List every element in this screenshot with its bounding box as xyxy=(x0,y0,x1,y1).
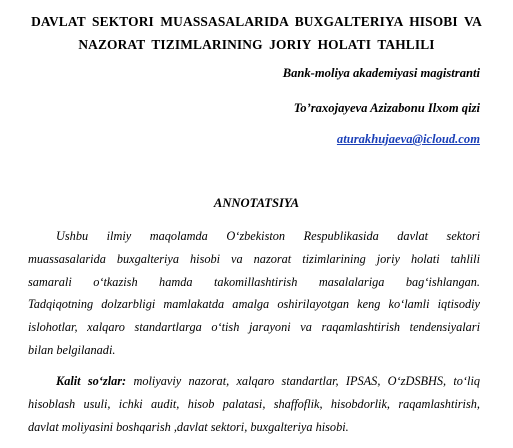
keywords-line-3: davlat moliyasini boshqarish ,davlat sektori, buxgalteriya hisobi. xyxy=(28,420,349,434)
abstract-line: Tadqiqotning dolzarbligi mamlakatda amalga oshirilayotgan keng ko‘lamli iqtisodiy xyxy=(28,297,480,311)
abstract-line: bilan belgilanadi. xyxy=(28,343,116,357)
keywords-line-1 xyxy=(56,374,480,389)
abstract-line: islohotlar, xalqaro standartlarga o‘tish jarayoni va raqamlashtirish tendensiyalari xyxy=(28,320,480,334)
keywords-line-2: hisoblash usuli, ichki audit, hisob palatasi, shaffoflik, hisobdorlik, raqamlashtirish, xyxy=(28,397,480,411)
author-email xyxy=(337,132,480,147)
email-link[interactable]: aturakhujaeva@icloud.com xyxy=(336,132,480,146)
abstract-line: samarali o‘tkazish hamda takomillashtirish masalalariga bag‘ishlangan. xyxy=(28,275,480,289)
keywords-text: moliyaviy nazorat, xalqaro standartlar, IPSAS, O‘zDSBHS, to‘liq xyxy=(133,374,481,388)
section-heading: ANNOTATSIYA xyxy=(213,196,300,210)
title-line-2: NAZORAT TIZIMLARINING JORIY HOLATI TAHLILI xyxy=(78,37,435,52)
abstract-line: muassasalarida buxgalteriya hisobi va nazorat tizimlarining joriy holati tahlili xyxy=(28,252,480,266)
title-line-1: DAVLAT SEKTORI MUASSASALARIDA BUXGALTERIYA HISOBI VA xyxy=(31,14,482,29)
author-affiliation: Bank-moliya akademiyasi magistranti xyxy=(282,66,480,80)
keywords-label: Kalit so‘zlar: xyxy=(56,374,127,388)
author-name: To’raxojayeva Azizabonu Ilxom qizi xyxy=(293,101,480,115)
abstract-line: Ushbu ilmiy maqolamda O‘zbekiston Respublikasida davlat sektori xyxy=(56,229,480,243)
